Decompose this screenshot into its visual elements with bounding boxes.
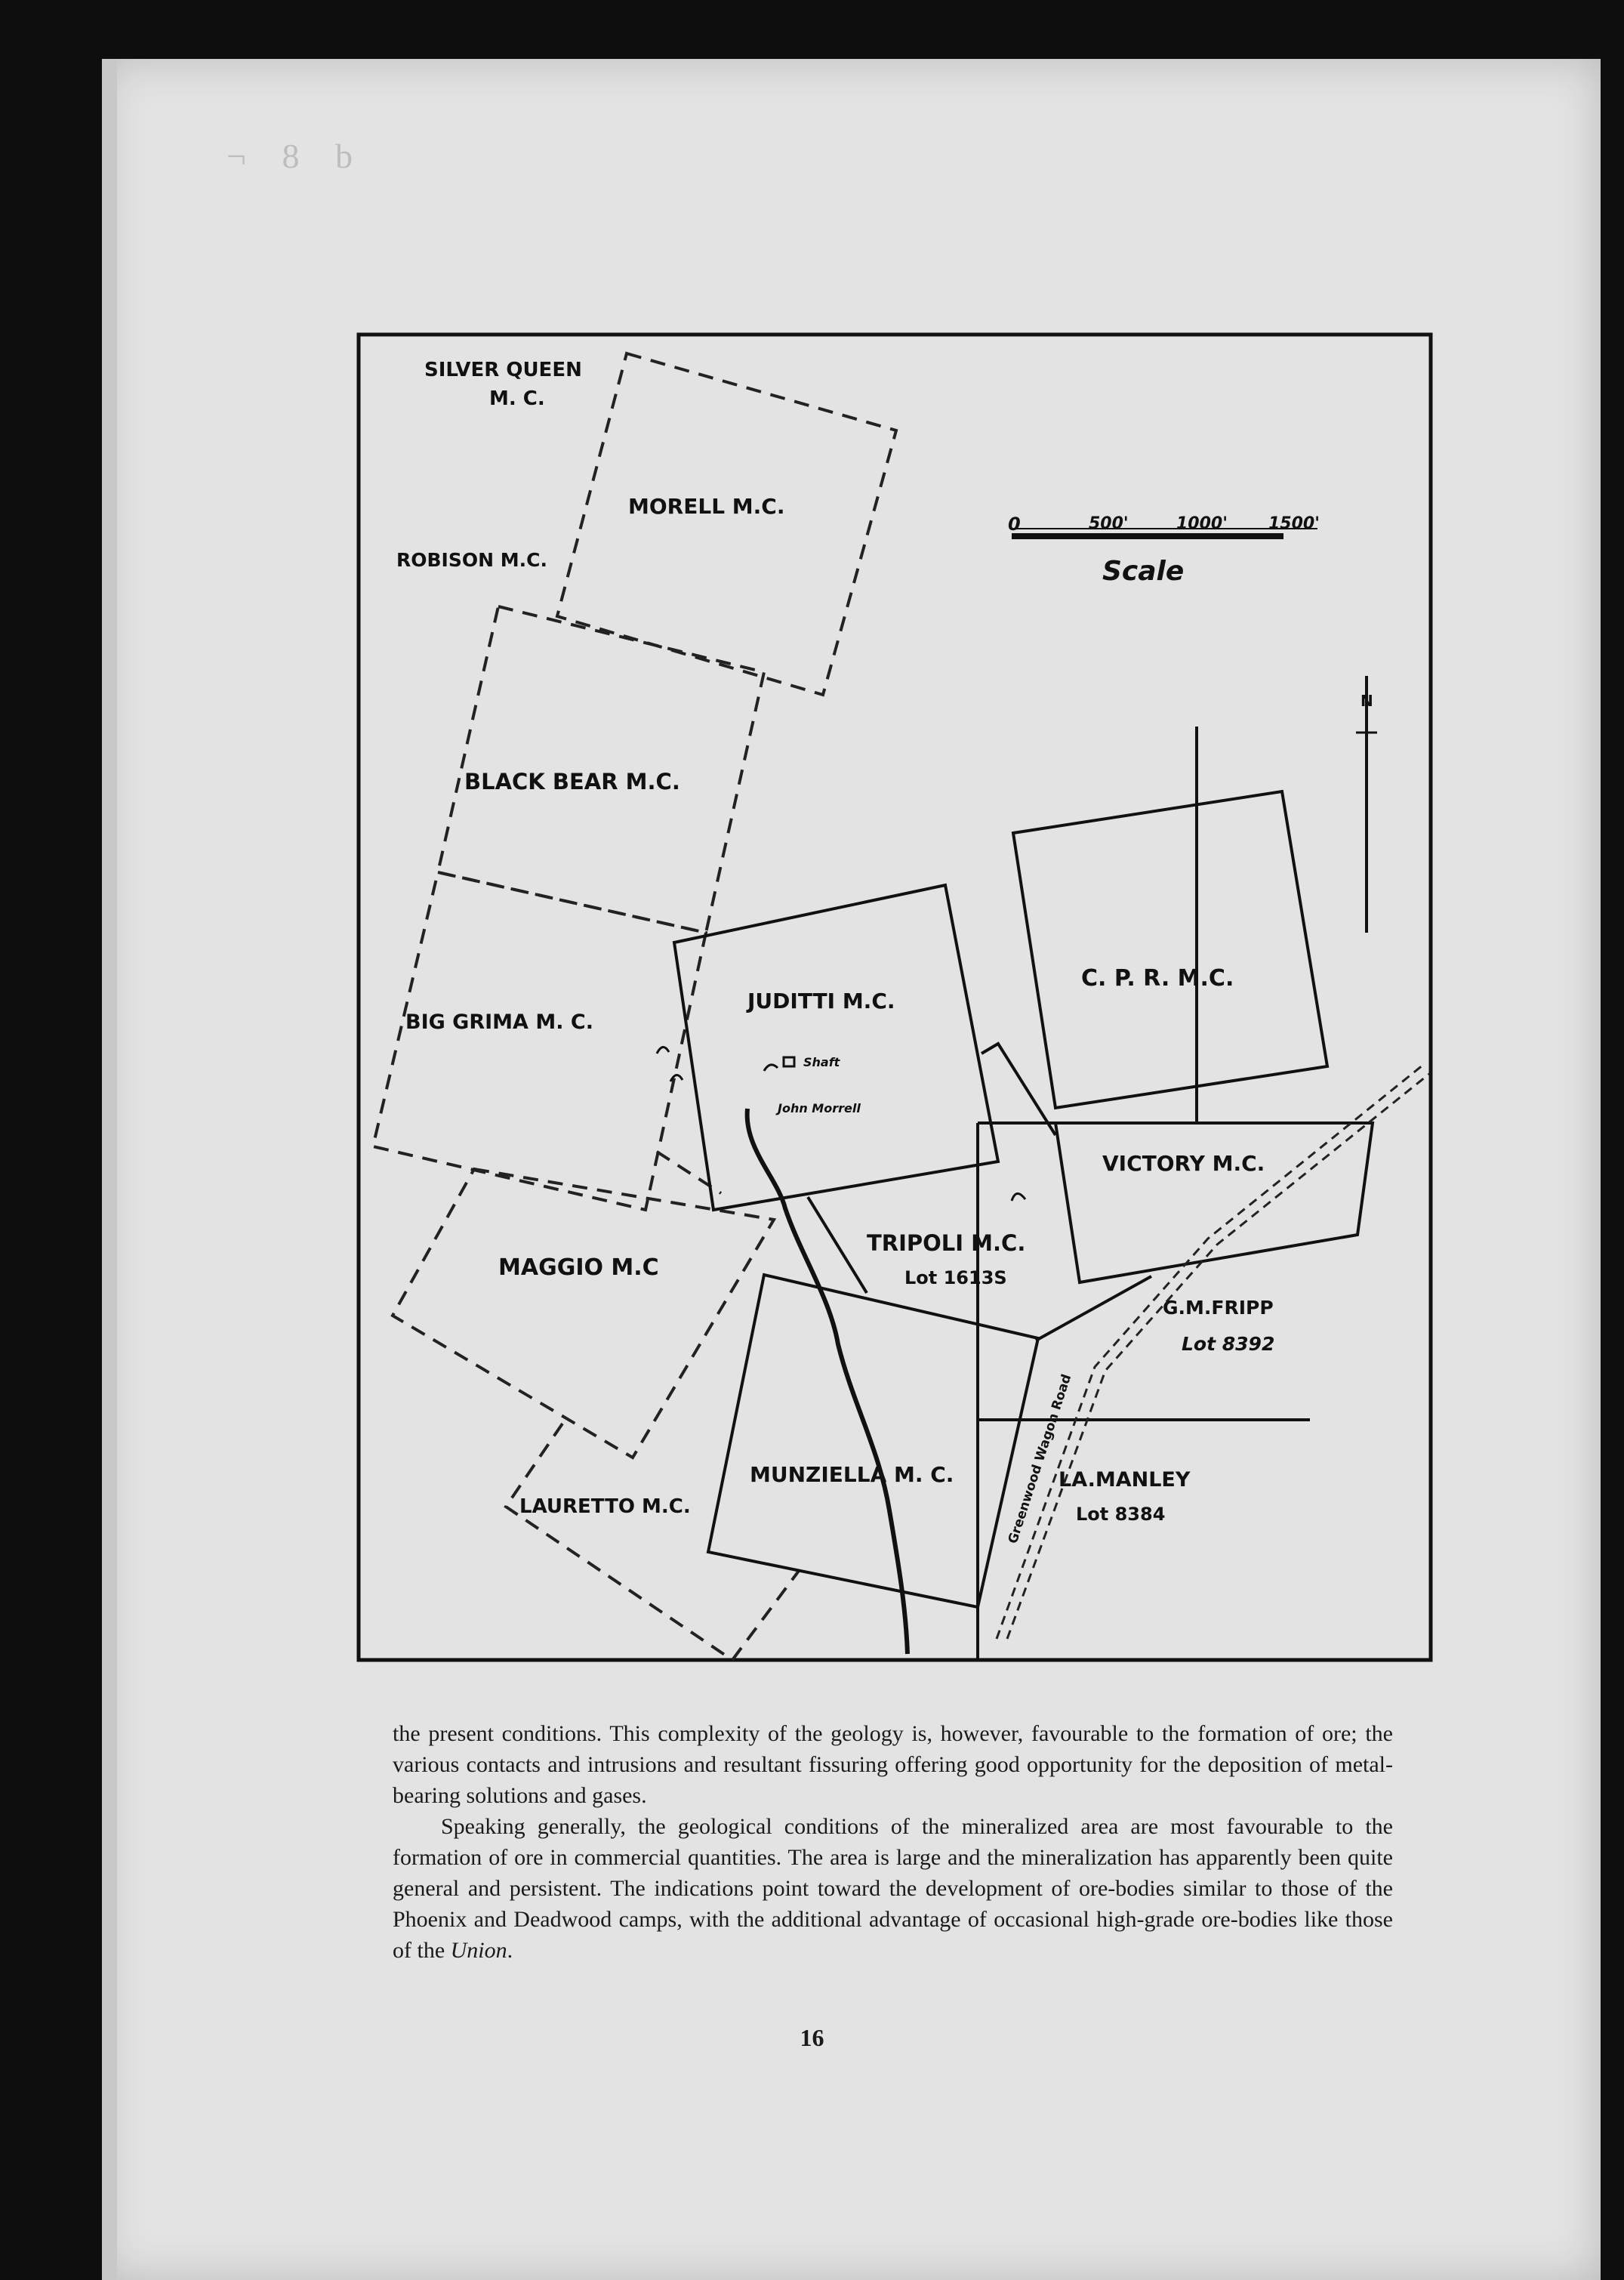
munziella-label: MUNZIELLA M. C.	[750, 1462, 954, 1487]
victory-label: VICTORY M.C.	[1102, 1151, 1265, 1176]
shaft-symbol-tripoli	[1012, 1193, 1025, 1201]
owner-label: John Morrell	[778, 1101, 861, 1115]
black-bear-label: BLACK BEAR M.C.	[464, 769, 680, 794]
morell-claim-boundary	[557, 353, 896, 695]
silver-queen-label: SILVER QUEEN	[424, 359, 582, 381]
silver-queen-mc-label: M. C.	[489, 387, 545, 410]
paragraph-2-end: .	[507, 1938, 513, 1963]
robison-label: ROBISON M.C.	[396, 549, 547, 571]
scale-tick-0: 0	[1008, 514, 1021, 535]
shaft-label: Shaft	[803, 1055, 840, 1069]
cpr-label: C. P. R. M.C.	[1081, 965, 1234, 992]
cpr-claim-boundary	[1013, 791, 1327, 1108]
shaft-symbol-juditti	[764, 1065, 778, 1071]
la-manley-label: LA.MANLEY	[1059, 1468, 1191, 1492]
tripoli-lot-label: Lot 1613S	[904, 1267, 1007, 1288]
shaft-symbol-grima-1	[657, 1047, 669, 1054]
scale-bar	[1008, 514, 1320, 587]
gm-fripp-lot-label: Lot 8392	[1182, 1333, 1275, 1355]
north-label: N	[1361, 692, 1373, 710]
corner-mark: ¬ 8 b	[226, 137, 366, 175]
shaft-box	[784, 1057, 794, 1066]
scale-label: Scale	[1102, 556, 1185, 587]
paragraph-2	[393, 1811, 1393, 1966]
la-manley-lot-label: Lot 8384	[1076, 1504, 1166, 1525]
paragraph-2-text: Speaking generally, the geological conditions of the mineralized area are most favourable to the formation of ore in commercial quantities. The area is large and the mineralization has apparently been quite general and persistent. The indications point toward the development of ore-bodies similar to those of the Phoenix and Deadwood camps, with the additional advantage of occasional high-grade ore-bodies like those of the	[393, 1814, 1393, 1963]
page-number: 16	[800, 2024, 824, 2051]
body-text	[393, 1718, 1393, 1966]
scale-tick-500: 500'	[1089, 514, 1129, 533]
munziella-claim-boundary	[708, 1275, 1038, 1607]
road-label: Greenwood Wagon Road	[1005, 1372, 1075, 1546]
tripoli-label: TRIPOLI M.C.	[867, 1230, 1026, 1256]
union-italic: Union	[450, 1938, 507, 1963]
lauretto-claim-boundary	[506, 1424, 732, 1660]
maggio-claim-boundary	[393, 1169, 774, 1458]
maggio-label: MAGGIO M.C	[498, 1254, 659, 1281]
lauretto-label: LAURETTO M.C.	[519, 1495, 691, 1518]
paragraph-1: the present conditions. This complexity of the geology is, however, favourable to the formation of ore; the various contacts and intrusions and resultant fissuring offering good opportunity for the deposition of metal-bearing solutions and gases.	[393, 1721, 1393, 1808]
juditti-label: JUDITTI M.C.	[747, 989, 895, 1014]
north-arrow	[1356, 676, 1377, 933]
fripp-line	[1036, 1276, 1151, 1341]
big-grima-label: BIG GRIMA M. C.	[405, 1010, 593, 1034]
gm-fripp-label: G.M.FRIPP	[1163, 1297, 1274, 1319]
big-grima-claim-boundary	[373, 872, 706, 1210]
victory-claim-boundary	[1055, 1123, 1373, 1282]
shaft-symbols	[657, 1047, 1025, 1201]
juditti-claim-boundary	[674, 885, 998, 1210]
morell-label: MORELL M.C.	[628, 494, 785, 519]
tripoli-corner	[981, 1044, 1055, 1135]
scale-tick-1500: 1500'	[1268, 514, 1320, 533]
lauretto-claim-side	[732, 1571, 799, 1660]
scale-tick-1000: 1000'	[1176, 514, 1228, 533]
